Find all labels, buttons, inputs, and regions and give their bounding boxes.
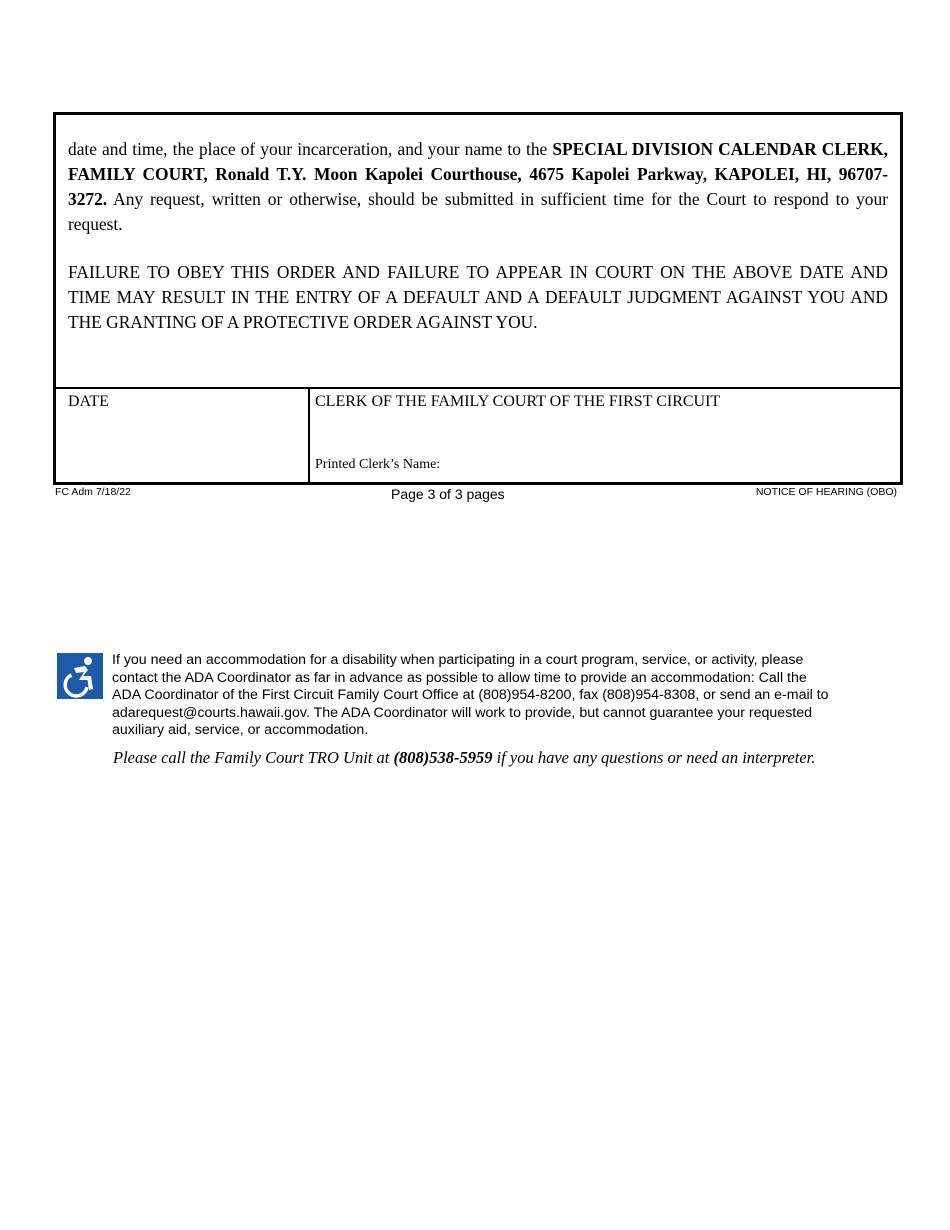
- ada-notice: [112, 652, 902, 740]
- ada-line: If you need an accommodation for a disability when participating in a court program, service, or activity, please: [112, 652, 804, 668]
- tro-text-before: Please call the Family Court TRO Unit at: [113, 748, 390, 767]
- ada-line: ADA Coordinator of the First Circuit Family Court Office at (808)954-8200, fax (808)954-8308, or send an e-mail to: [112, 687, 829, 703]
- tro-contact: [113, 748, 815, 768]
- clerk-label: CLERK OF THE FAMILY COURT OF THE FIRST CIRCUIT: [315, 393, 721, 410]
- instructions-paragraph: [68, 137, 888, 237]
- ada-line: contact the ADA Coordinator as far in advance as possible to allow time to provide an accommodation: Call the: [112, 669, 807, 686]
- clerk-cell: [310, 389, 900, 482]
- ada-line: adarequest@courts.hawaii.gov. The ADA Coordinator will work to provide, but cannot guarantee your requested: [112, 704, 813, 721]
- ada-line: auxiliary aid, service, or accommodation.: [112, 722, 369, 738]
- signature-row: [56, 387, 900, 482]
- form-id: FC Adm 7/18/22: [55, 486, 131, 498]
- printed-clerk-name-label: Printed Clerk’s Name:: [315, 457, 441, 472]
- tro-text-after: if you have any questions or need an interpreter.: [496, 748, 816, 767]
- page-number: Page 3 of 3 pages: [391, 486, 505, 502]
- date-label: DATE: [68, 393, 109, 410]
- clerk-address: SPECIAL DIVISION CALENDAR CLERK, FAMILY COURT, Ronald T.Y. Moon Kapolei Courthouse, 4675 Kapolei Parkway, KAPOLEI, HI, 96707-3272.: [68, 139, 888, 209]
- date-cell: [56, 389, 310, 482]
- form-title: NOTICE OF HEARING (OBO): [755, 486, 897, 498]
- request-text: Any request, written or otherwise, should be submitted in sufficient time for the Court to respond to your request.: [68, 189, 888, 234]
- notice-body: [68, 137, 888, 335]
- notice-box: [53, 112, 903, 485]
- warning-paragraph: FAILURE TO OBEY THIS ORDER AND FAILURE TO APPEAR IN COURT ON THE ABOVE DATE AND TIME MAY RESULT IN THE ENTRY OF A DEFAULT AND A DEFAULT JUDGMENT AGAINST YOU AND THE GRANTING OF A PROTECTIVE ORDER AGAINST YOU.: [68, 262, 888, 332]
- instructions-start: date and time, the place of your incarceration, and your name to the: [68, 139, 548, 159]
- tro-phone: (808)538-5959: [393, 748, 493, 767]
- accessibility-icon: [57, 653, 103, 699]
